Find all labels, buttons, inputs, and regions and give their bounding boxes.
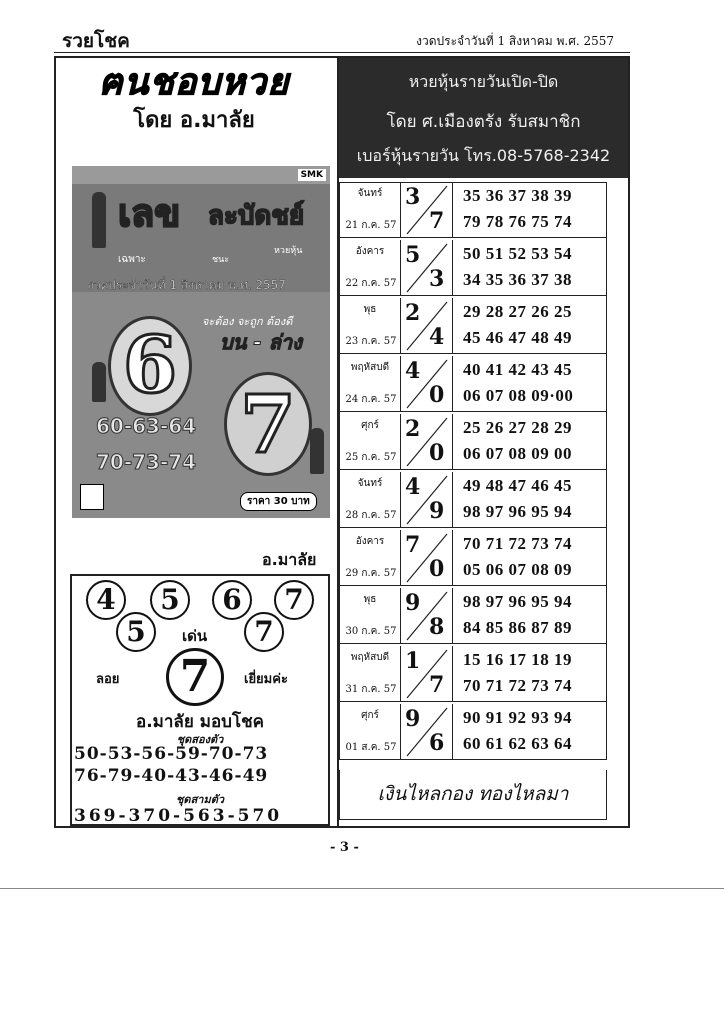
day-name: พุธ bbox=[363, 594, 377, 605]
barcode-icon bbox=[80, 484, 104, 510]
pair-bottom: 7 bbox=[429, 672, 445, 698]
table-row bbox=[339, 588, 607, 644]
day-date: 21 ก.ค. 57 bbox=[345, 220, 397, 231]
day-name: อังคาร bbox=[355, 246, 385, 257]
pair-top: 7 bbox=[405, 532, 421, 558]
pair-bottom: 0 bbox=[429, 382, 445, 408]
numbers-top: 70 71 72 73 74 bbox=[463, 534, 572, 553]
numbers-top: 98 97 96 95 94 bbox=[463, 592, 572, 611]
numbers-bottom: 34 35 36 37 38 bbox=[463, 270, 572, 289]
poster-numbers-2: 70-73-74 bbox=[96, 450, 197, 474]
pair-top: 2 bbox=[405, 416, 421, 442]
two-digit-set-2: 76-79-40-43-46-49 bbox=[74, 766, 269, 786]
pair-top: 9 bbox=[405, 706, 421, 732]
lead-circle-right: 7 bbox=[244, 612, 284, 652]
pair-bottom: 4 bbox=[429, 324, 445, 350]
table-row bbox=[339, 182, 607, 238]
two-digit-label: ชุดสองตัว bbox=[176, 733, 224, 746]
pair-top: 9 bbox=[405, 590, 421, 616]
poster-updown: บน - ล่าง bbox=[220, 330, 302, 354]
person-figure-icon bbox=[92, 362, 106, 402]
header-rule bbox=[54, 52, 630, 53]
lucky-circle-4: 7 bbox=[274, 580, 314, 620]
pair-bottom: 6 bbox=[429, 730, 445, 756]
table-row bbox=[339, 414, 607, 470]
day-name: จันทร์ bbox=[357, 478, 383, 489]
float-label: ลอย bbox=[96, 672, 120, 687]
three-digit-label: ชุดสามตัว bbox=[175, 793, 225, 806]
numbers-top: 90 91 92 93 94 bbox=[463, 708, 572, 727]
person-figure-icon bbox=[92, 192, 106, 248]
pair-top: 5 bbox=[405, 242, 421, 268]
lead-circle-left: 5 bbox=[116, 612, 156, 652]
two-digit-set-1: 50-53-56-59-70-73 bbox=[74, 744, 269, 764]
numbers-bottom: 60 61 62 63 64 bbox=[463, 734, 572, 753]
day-name: จันทร์ bbox=[357, 188, 383, 199]
day-name: พฤหัสบดี bbox=[350, 652, 390, 663]
issue-date: งวดประจำวันที่ 1 สิงหาคม พ.ศ. 2557 bbox=[416, 34, 614, 48]
table-row bbox=[339, 298, 607, 354]
pair-top: 4 bbox=[405, 358, 421, 384]
day-date: 30 ก.ค. 57 bbox=[345, 626, 397, 637]
column-title: ฅนชอบหวย bbox=[98, 62, 290, 103]
table-row bbox=[339, 240, 607, 296]
poster-big-digit-a: 6 bbox=[108, 316, 192, 416]
magazine-name: รวยโชค bbox=[62, 30, 130, 52]
lucky-circle-1: 4 bbox=[86, 580, 126, 620]
day-date: 28 ก.ค. 57 bbox=[345, 510, 397, 521]
poster-sub-c: หวยหุ้น bbox=[274, 246, 303, 256]
poster-title-b: ละบัดชย์ bbox=[208, 201, 305, 231]
day-date: 22 ก.ค. 57 bbox=[345, 278, 397, 289]
pair-top: 1 bbox=[405, 648, 421, 674]
author-label: อ.มาลัย bbox=[262, 550, 317, 569]
day-name: ศุกร์ bbox=[361, 420, 379, 431]
banner-line-1: หวยหุ้นรายวันเปิด-ปิด bbox=[408, 72, 559, 91]
pair-top: 3 bbox=[405, 184, 421, 210]
slogan: เงินไหลกอง ทองไหลมา bbox=[339, 770, 607, 820]
three-digit-set: 369-370-563-570 bbox=[74, 806, 283, 826]
numbers-bottom: 06 07 08 09·00 bbox=[463, 386, 574, 405]
day-date: 31 ก.ค. 57 bbox=[345, 684, 397, 695]
day-date: 24 ก.ค. 57 bbox=[345, 394, 397, 405]
poster-date: งวดประจำวันที่ 1 สิงหาคม พ.ศ. 2557 bbox=[88, 278, 286, 292]
table-row bbox=[339, 472, 607, 528]
poster-numbers-1: 60-63-64 bbox=[96, 414, 197, 438]
poster-big-digit-b: 7 bbox=[224, 372, 312, 476]
poster-brand: SMK bbox=[298, 169, 326, 181]
pair-bottom: 8 bbox=[429, 614, 445, 640]
banner-line-3: เบอร์หุ้นรายวัน โทร.08-5768-2342 bbox=[356, 146, 611, 165]
poster-sub-a: เฉพาะ bbox=[118, 254, 146, 265]
lucky-circle-2: 5 bbox=[150, 580, 190, 620]
numbers-top: 49 48 47 46 45 bbox=[463, 476, 572, 495]
lead-label: เด่น bbox=[182, 627, 208, 645]
table-row bbox=[339, 356, 607, 412]
page-number: - 3 - bbox=[330, 840, 359, 855]
day-date: 29 ก.ค. 57 bbox=[345, 568, 397, 579]
pair-bottom: 7 bbox=[429, 208, 445, 234]
numbers-top: 15 16 17 18 19 bbox=[463, 650, 572, 669]
table-row bbox=[339, 646, 607, 702]
numbers-bottom: 79 78 76 75 74 bbox=[463, 212, 572, 231]
numbers-top: 35 36 37 38 39 bbox=[463, 186, 572, 205]
lucky-circle-3: 6 bbox=[212, 580, 252, 620]
numbers-bottom: 84 85 86 87 89 bbox=[463, 618, 572, 637]
numbers-bottom: 06 07 08 09 00 bbox=[463, 444, 572, 463]
numbers-top: 40 41 42 43 45 bbox=[463, 360, 572, 379]
banner-line-2: โดย ศ.เมืองตรัง รับสมาชิก bbox=[386, 112, 581, 132]
float-circle: 7 bbox=[166, 648, 224, 706]
pair-top: 4 bbox=[405, 474, 421, 500]
day-name: พุธ bbox=[363, 304, 377, 315]
fine-label: เยี่ยมค่ะ bbox=[244, 672, 288, 687]
column-byline: โดย อ.มาลัย bbox=[133, 108, 255, 133]
person-figure-icon bbox=[310, 428, 324, 474]
pair-bottom: 0 bbox=[429, 556, 445, 582]
table-row bbox=[339, 530, 607, 586]
day-date: 25 ก.ค. 57 bbox=[345, 452, 397, 463]
day-name: ศุกร์ bbox=[361, 710, 379, 721]
poster-author: จะต้อง จะถูก ต้องดี bbox=[202, 315, 293, 328]
day-name: พฤหัสบดี bbox=[350, 362, 390, 373]
day-date: 01 ส.ค. 57 bbox=[345, 742, 397, 753]
poster-title-a: เลข bbox=[118, 191, 181, 235]
poster-price: ราคา 30 บาท bbox=[240, 492, 317, 511]
day-name: อังคาร bbox=[355, 536, 385, 547]
day-date: 23 ก.ค. 57 bbox=[345, 336, 397, 347]
cover-poster bbox=[72, 166, 330, 518]
pair-bottom: 3 bbox=[429, 266, 445, 292]
giver-line: อ.มาลัย มอบโชค bbox=[136, 712, 264, 732]
pair-bottom: 9 bbox=[429, 498, 445, 524]
pair-top: 2 bbox=[405, 300, 421, 326]
scan-edge bbox=[0, 888, 724, 889]
poster-sub-b: ชนะ bbox=[212, 255, 230, 265]
numbers-top: 25 26 27 28 29 bbox=[463, 418, 572, 437]
numbers-top: 50 51 52 53 54 bbox=[463, 244, 572, 263]
numbers-top: 29 28 27 26 25 bbox=[463, 302, 572, 321]
numbers-bottom: 45 46 47 48 49 bbox=[463, 328, 572, 347]
table-row bbox=[339, 704, 607, 760]
numbers-bottom: 05 06 07 08 09 bbox=[463, 560, 572, 579]
numbers-bottom: 98 97 96 95 94 bbox=[463, 502, 572, 521]
poster-top-strip bbox=[72, 166, 330, 184]
numbers-bottom: 70 71 72 73 74 bbox=[463, 676, 572, 695]
pair-bottom: 0 bbox=[429, 440, 445, 466]
